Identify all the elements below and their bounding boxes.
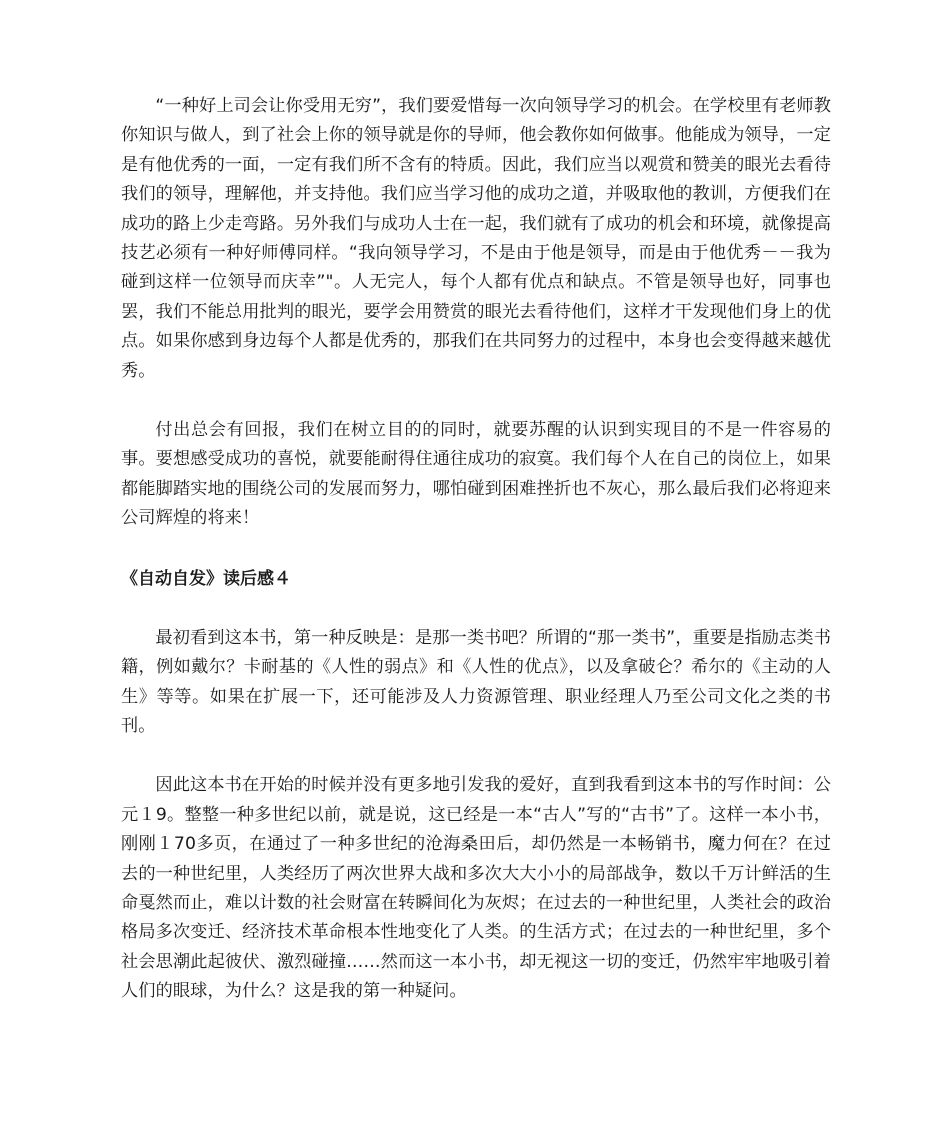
section-heading: 《自动自发》读后感４ xyxy=(121,568,291,589)
document-body xyxy=(121,92,831,1007)
paragraph-leadership: “一种好上司会让你受用无穷”，我们要爱惜每一次向领导学习的机会。在学校里有老师教你知识与做人，到了社会上你的领导就是你的导师，他会教你如何做事。他能成为领导，一定是有他优秀的一面，一定有我们所不含有的特质。因此，我们应当以观赏和赞美的眼光去看待我们的领导，理解他，并支持他。我们应当学习他的成功之道，并吸取他的教训，方便我们在成功的路上少走弯路。另外我们与成功人士在一起，我们就有了成功的机会和环境，就像提高技艺必须有一种好师傅同样。“我向领导学习，不是由于他是领导，而是由于他优秀－－我为碰到这样一位领导而庆幸”"。人无完人，每个人都有优点和缺点。不管是领导也好，同事也罢，我们不能总用批判的眼光，要学会用赞赏的眼光去看待他们，这样才干发现他们身上的优点。如果你感到身边每个人都是优秀的，那我们在共同努力的过程中，本身也会变得越来越优秀。 xyxy=(121,96,831,381)
paragraph-century-question: 因此这本书在开始的时候并没有更多地引发我的爱好，直到我看到这本书的写作时间：公元１9。整整一种多世纪以前，就是说，这已经是一本“古人”写的“古书”了。这样一本小书，刚刚１70多页，在通过了一种多世纪的沧海桑田后，却仍然是一本畅销书，魔力何在？在过去的一种世纪里，人类经历了两次世界大战和多次大大小小的局部战争，数以千万计鲜活的生命戛然而止，难以计数的社会财富在转瞬间化为灰烬；在过去的一种世纪里，人类社会的政治格局多次变迁、经济技术革命根本性地变化了人类。的生活方式；在过去的一种世纪里，多个社会思潮此起彼伏、激烈碰撞……然而这一本小书，却无视这一切的变迁，仍然牢牢地吸引着人们的眼球，为什么？这是我的第一种疑问。 xyxy=(121,775,831,1002)
paragraph-effort-reward: 付出总会有回报，我们在树立目的的同时，就要苏醒的认识到实现目的不是一件容易的事。要想感受成功的喜悦，就要能耐得住通往成功的寂寞。我们每个人在自己的岗位上，如果都能脚踏实地的围绕公司的发展而努力，哪怕碰到困难挫折也不灰心，那么最后我们必将迎来公司辉煌的将来！ xyxy=(121,420,831,529)
paragraph-first-impression: 最初看到这本书，第一种反映是：是那一类书吧？所谓的“那一类书”，重要是指励志类书籍，例如戴尔？卡耐基的《人性的弱点》和《人性的优点》，以及拿破仑？希尔的《主动的人生》等等。如果在扩展一下，还可能涉及人力资源管理、职业经理人乃至公司文化之类的书刊。 xyxy=(121,627,831,736)
